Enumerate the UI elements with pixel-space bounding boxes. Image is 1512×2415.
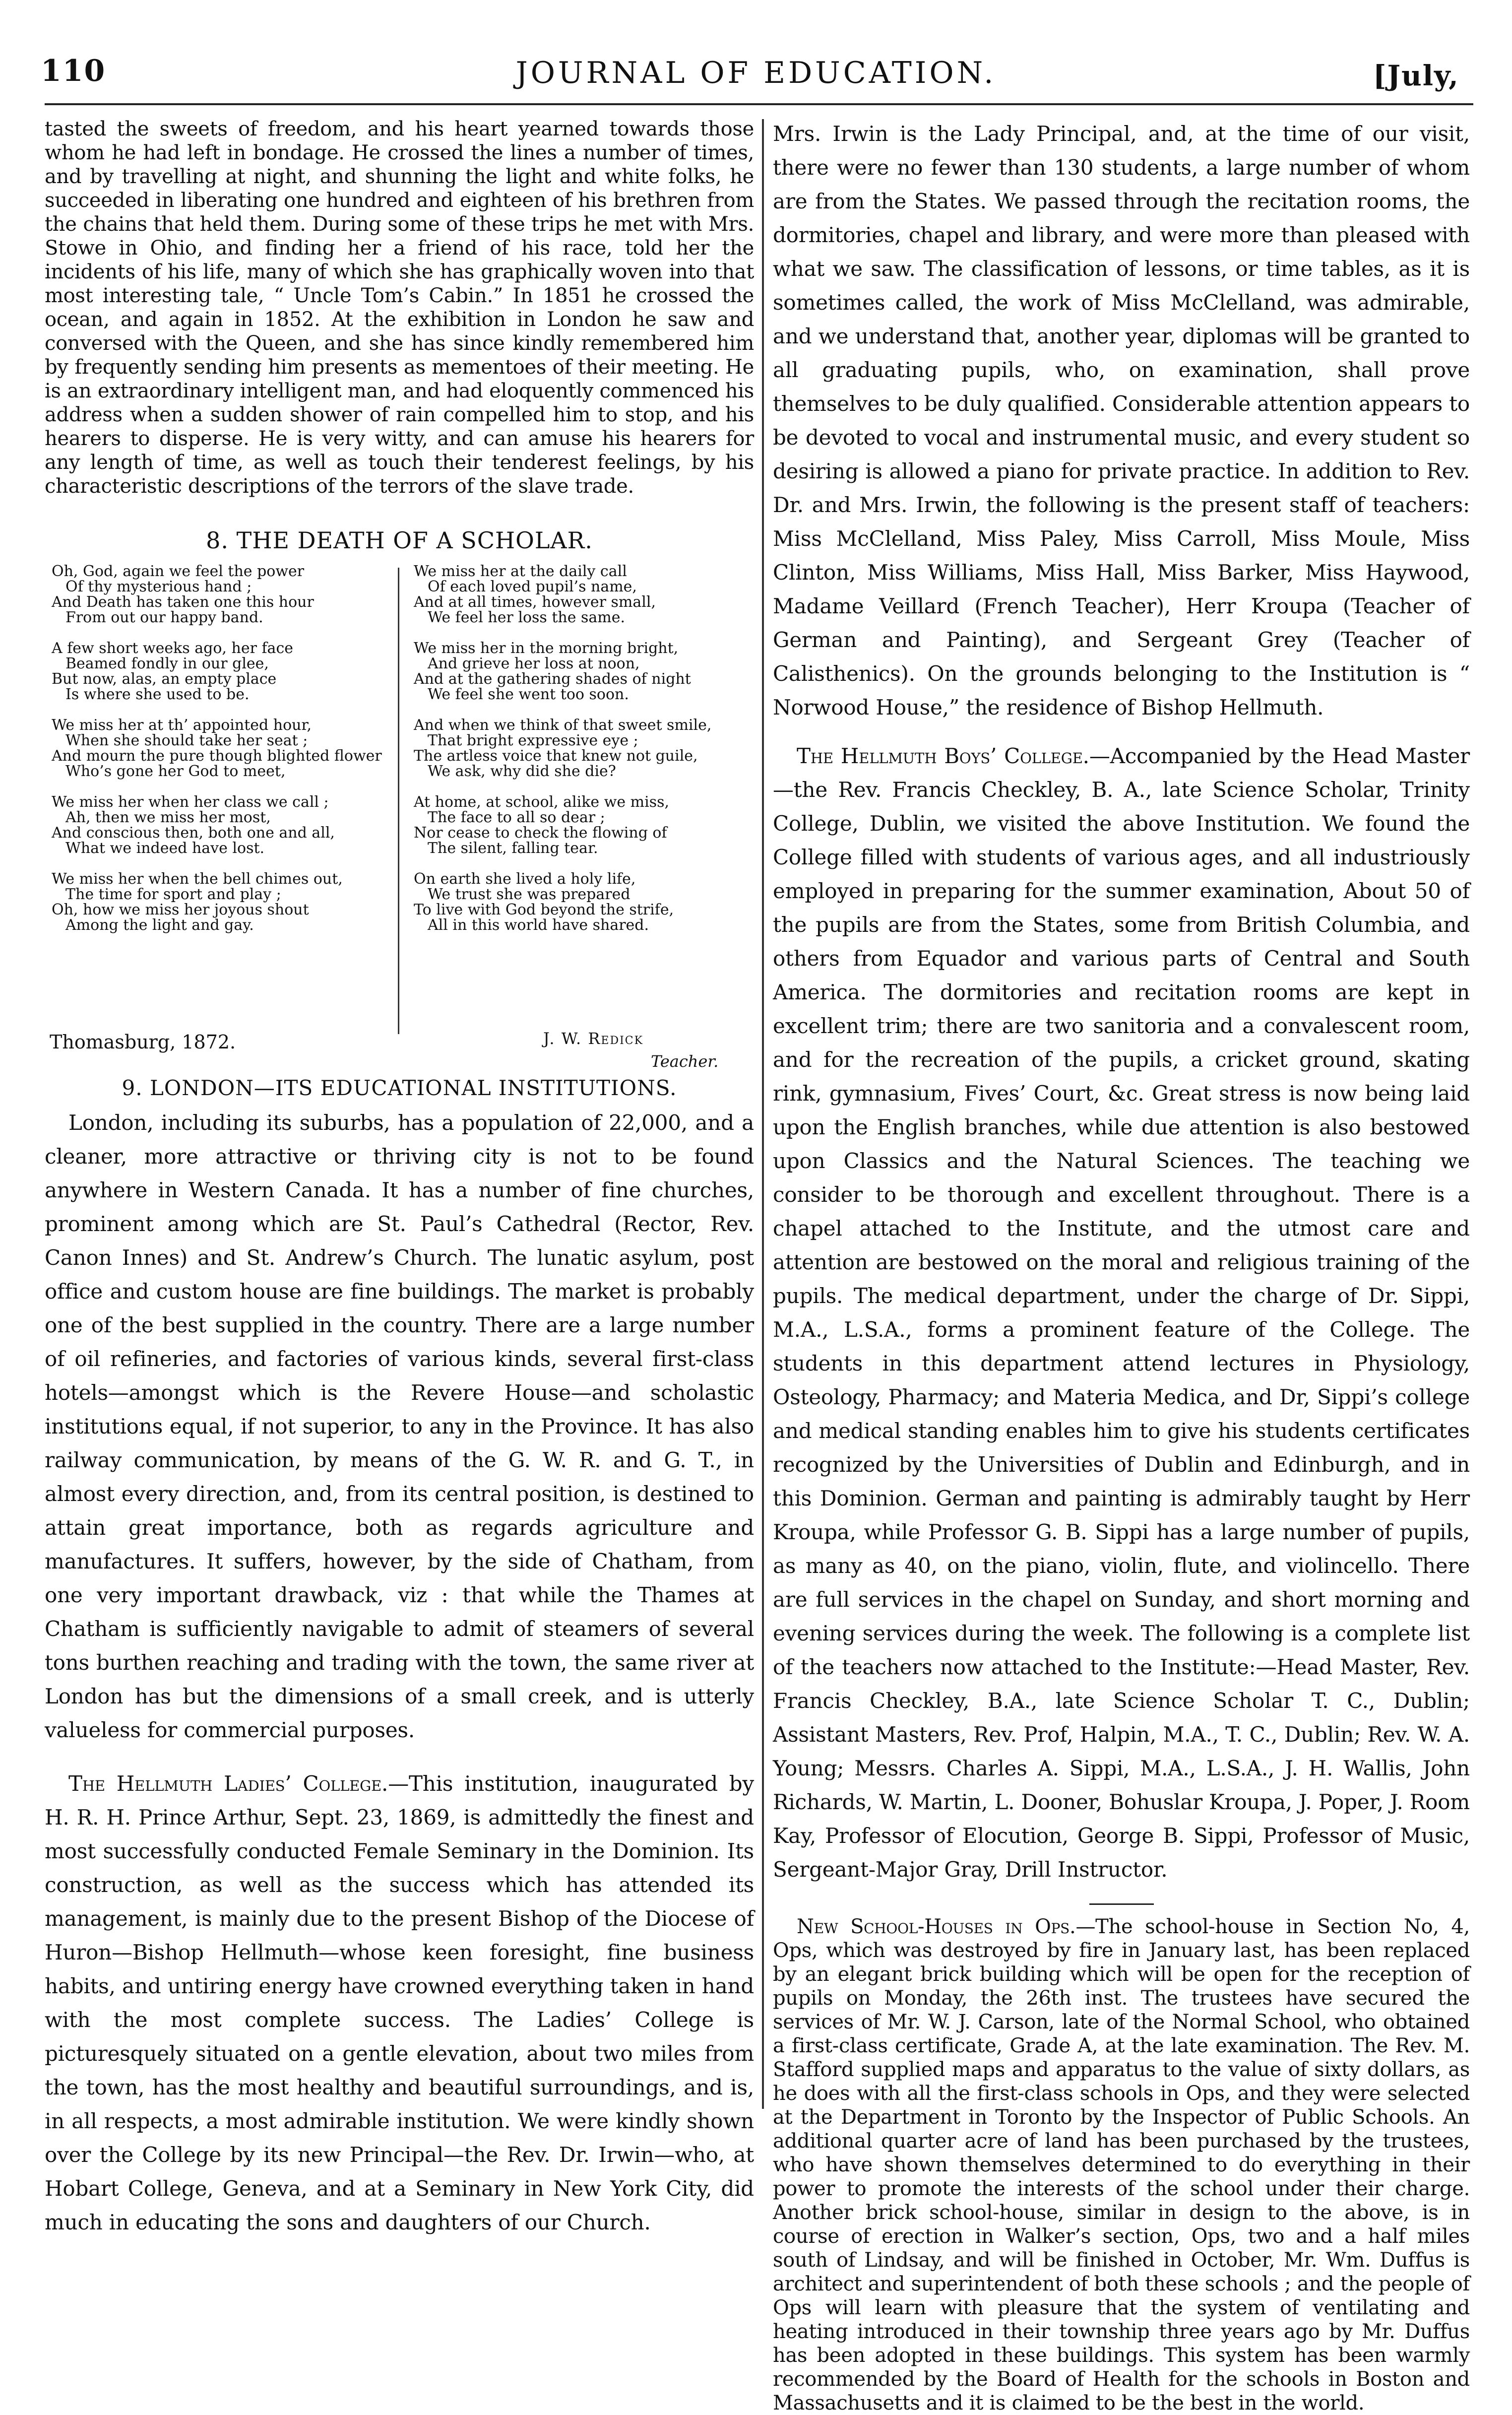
poem-line: And when we think of that sweet smile, (414, 717, 712, 734)
poem-line: We miss her when her class we call ; (52, 793, 329, 811)
poem-stanza (52, 564, 389, 625)
poem-stanza (52, 871, 389, 933)
poem-line: We miss her when the bell chimes out, (52, 870, 343, 888)
poem-line: At home, at school, alike we miss, (414, 793, 670, 811)
poem-stanza (52, 641, 389, 702)
poem-stanza (52, 794, 389, 856)
london-paragraph: London, including its suburbs, has a population of 22,000, and a cleaner, more attractive or thriving city is not to be found anywhere in Western Canada. It has a number of fine churches, prominent among which are St. Paul’s Cathedral (Rector, Rev. Canon Innes) and St. Andrew’s Church. The lunatic asylum, post office and custom house are fine buildings. The market is probably one of the best supplied in the country. There are a large number of oil refineries, and factories of various kinds, several first-class hotels—amongst which is the Revere House—and scholastic institutions equal, if not superior, to any in the Province. It has also railway communication, by means of the G. W. R. and G. T., in almost every direction, and, from its central position, is destined to attain great importance, both as regards agriculture and manufactures. It suffers, however, by the side of Chatham, from one very important drawback, viz : that while the Thames at Chatham is sufficiently navigable to admit of steamers of several tons burthen reaching and trading with the town, the same river at London has but the dimensions of a small creek, and is utterly valueless for commercial purposes. (45, 1110, 754, 1742)
poem-line: Is where she used to be. (65, 686, 250, 703)
column-separator (762, 119, 764, 2109)
poem-line: On earth she lived a holy life, (414, 870, 636, 888)
poem-line: We feel her loss the same. (428, 609, 626, 626)
schoolhouses-text: —The school-house in Section No, 4, Ops, which was destroyed by fire in January last, has been replaced by an elegant brick building which will be open for the reception of pupils on Monday, the 26th inst. The trustees have secured the services of Mr. W. J. Carson, late of the Normal School, who obtained a first-class certificate, Grade A, at the late examination. The Rev. M. Stafford supplied maps and apparatus to the value of sixty dollars, as he does with all the first-class schools in Ops, and they were selected at the Department in Toronto by the Inspector of Public Schools. An additional quarter acre of land has been purchased by the trustees, who have shown themselves determined to do everything in their power to promote the interests of the school under their charge. Another brick school-house, similar in design to the above, is in course of erection in Walker’s section, Ops, two and a half miles south of Lindsay, and will be finished in October, Mr. Wm. Duffus is architect and superintendent of both these schools ; and the people of Ops will learn with pleasure that the system of ventilating and heating introduced in their township three years ago by Mr. Duffus has been adopted in these buildings. This system has been warmly recommended by the Board of Health for the schools in Boston and Massachusetts and it is claimed to be the best in the world. (773, 1915, 1470, 2415)
poem-line: Beamed fondly in our glee, (65, 655, 269, 672)
page-number: 110 (41, 54, 106, 88)
poem-stanza (414, 564, 751, 625)
poem-line: Ah, then we miss her most, (65, 809, 271, 826)
poem-line: And conscious then, both one and all, (52, 824, 335, 842)
ladies-college-lead: The Hellmuth Ladies’ College. (68, 1771, 388, 1796)
ladies-college-text: —This institution, inaugurated by H. R. H. Prince Arthur, Sept. 23, 1869, is admittedly the finest and most successfully conducted Female Seminary in the Dominion. Its construction, as well as the success which has attended its management, is mainly due to the present Bishop of the Diocese of Huron—Bishop Hellmuth—whose keen foresight, fine business habits, and untiring energy have crowned everything taken in hand with the most complete success. The Ladies’ College is picturesquely situated on a gentle elevation, about two miles from the town, has the most healthy and beautiful surroundings, and is, in all respects, a most admirable institution. We were kindly shown over the College by its new Principal—the Rev. Dr. Irwin—who, at Hobart College, Geneva, and at a Seminary in New York City, did much in educating the sons and daughters of our Church. (45, 1771, 754, 2234)
poem-line: A few short weeks ago, her face (52, 640, 294, 657)
poem-stanza (414, 871, 751, 933)
left-column (45, 117, 754, 2239)
poem-line: Oh, how we miss her joyous shout (52, 901, 309, 918)
poem-place-date: Thomasburg, 1872. (50, 1031, 236, 1053)
poem-line: And grieve her loss at noon, (428, 655, 640, 672)
poem-line: To live with God beyond the strife, (414, 901, 674, 918)
poem-line: And at all times, however small, (414, 593, 656, 611)
poem-line: And Death has taken one this hour (52, 593, 314, 611)
poem-line: We feel she went too soon. (428, 686, 629, 703)
journal-title: JOURNAL OF EDUCATION. (515, 56, 997, 90)
poem (45, 564, 754, 1070)
boys-college-paragraph (773, 739, 1470, 1887)
poem-stanza (414, 641, 751, 702)
poem-line: But now, alas, an empty place (52, 670, 277, 688)
poem-line: Nor cease to check the flowing of (414, 824, 667, 842)
poem-line: We miss her at the daily call (414, 563, 627, 580)
poem-stanza (52, 718, 389, 779)
poem-line: Who’s gone her God to meet, (65, 763, 286, 780)
poem-right-column (414, 564, 751, 948)
poem-line: The artless voice that knew not guile, (414, 747, 698, 765)
poem-line: And at the gathering shades of night (414, 670, 691, 688)
tubman-paragraph: tasted the sweets of freedom, and his heart yearned towards those whom he had left in bondage. He crossed the lines a number of times, and by travelling at night, and shunning the light and white folks, he succeeded in liberating one hundred and eighteen of his brethren from the chains that held them. During some of these trips he met with Mrs. Stowe in Ohio, and finding her a friend of his race, told her the incidents of his life, many of which she has graphically woven into that most interesting tale, “ Uncle Tom’s Cabin.” In 1851 he crossed the ocean, and again in 1852. At the exhibition in London he saw and conversed with the Queen, and she has since kindly remembered him by frequently sending him presents as mementoes of their meeting. He is an extraordinary intelligent man, and had eloquently commenced his address when a sudden shower of rain compelled him to stop, and his hearers to disperse. He is very witty, and can amuse his hearers for any length of time, as well as touch their tenderest feelings, by his characteristic descriptions of the terrors of the slave trade. (45, 118, 754, 498)
poem-line: From out our happy band. (65, 609, 263, 626)
boys-college-lead: The Hellmuth Boys’ College. (797, 744, 1089, 768)
boys-college-text: —Accompanied by the Head Master —the Rev. Francis Checkley, B. A., late Science Scholar, Trinity College, Dublin, we visited the above Institution. We found the College filled with students of various ages, and all industriously employed in preparing for the summer examination, About 50 of the pupils are from the States, some from British Columbia, and others from Equador and various parts of Central and South America. The dormitories and recitation rooms are kept in excellent trim; there are two sanitoria and a convalescent room, and for the recreation of the pupils, a cricket ground, skating rink, gymnasium, Fives’ Court, &c. Great stress is now being laid upon the English branches, while due attention is also bestowed upon Classics and the Natural Sciences. The teaching we consider to be thorough and excellent throughout. There is a chapel attached to the Institute, and the utmost care and attention are bestowed on the moral and religious training of the pupils. The medical department, under the charge of Dr. Sippi, M.A., L.S.A., forms a prominent feature of the College. The students in this department attend lectures in Physiology, Osteology, Pharmacy; and Materia Medica, and Dr, Sippi’s college and medical standing enables him to give his students certificates recognized by the Universities of Dublin and Edinburgh, and in this Dominion. German and painting is admirably taught by Herr Kroupa, while Professor G. B. Sippi has a large number of pupils, as many as 40, on the piano, violin, flute, and violincello. There are full services in the chapel on Sunday, and short morning and evening services during the week. The following is a complete list of the teachers now attached to the Institute:—Head Master, Rev. Francis Checkley, B.A., late Science Scholar T. C., Dublin; Assistant Masters, Rev. Prof, Halpin, M.A., T. C., Dublin; Rev. W. A. Young; Messrs. Charles A. Sippi, M.A., L.S.A., J. H. Wallis, John Richards, W. Martin, L. Dooner, Bohuslar Kroupa, J. Poper, J. Room Kay, Professor of Elocution, George B. Sippi, Professor of Music, Sergeant-Major Gray, Drill Instructor. (773, 744, 1470, 1882)
ladies-college-paragraph (45, 1767, 754, 2239)
poem-line: We miss her in the morning bright, (414, 640, 679, 657)
poem-line: Among the light and gay. (65, 916, 254, 934)
right-column (773, 117, 1470, 2415)
poem-divider (398, 568, 399, 1034)
poem-line: We ask, why did she die? (428, 763, 616, 780)
section-rule (1089, 1903, 1154, 1905)
poem-author-role: Teacher. (651, 1052, 719, 1071)
header-rule (45, 103, 1473, 105)
schoolhouses-paragraph (773, 1915, 1470, 2415)
issue-month: [July, (1373, 60, 1459, 92)
poem-line: What we indeed have lost. (65, 840, 265, 857)
poem-stanza (414, 794, 751, 856)
poem-line: When she should take her seat ; (65, 732, 308, 749)
poem-line: We trust she was prepared (428, 886, 630, 903)
schoolhouses-lead: New School-Houses in Ops. (797, 1915, 1076, 1938)
poem-line: All in this world have shared. (428, 916, 649, 934)
poem-line: The face to all so dear ; (428, 809, 605, 826)
irwin-paragraph: Mrs. Irwin is the Lady Principal, and, at the time of our visit, there were no fewer than 130 students, a large number of whom are from the States. We passed through the recitation rooms, the dormitories, chapel and library, and were more than pleased with what we saw. The classification of lessons, or time tables, as it is sometimes called, the work of Miss McClelland, was admirable, and we understand that, another year, diplomas will be granted to all graduating pupils, who, on examination, shall prove themselves to be duly qualified. Considerable attention appears to be devoted to vocal and instrumental music, and every student so desiring is allowed a piano for private practice. In addition to Rev. Dr. and Mrs. Irwin, the following is the present staff of teachers: Miss McClelland, Miss Paley, Miss Carroll, Miss Moule, Miss Clinton, Miss Williams, Miss Hall, Miss Barker, Miss Haywood, Madame Veillard (French Teacher), Herr Kroupa (Teacher of German and Painting), and Sergeant Grey (Teacher of Calisthenics). On the grounds belonging to the Institution is “ Norwood House,” the residence of Bishop Hellmuth. (773, 122, 1470, 719)
poem-line: That bright expressive eye ; (428, 732, 638, 749)
poem-heading: 8. THE DEATH OF A SCHOLAR. (206, 527, 593, 554)
poem-line: Oh, God, again we feel the power (52, 563, 305, 580)
poem-line: And mourn the pure though blighted flower (52, 747, 382, 765)
poem-author: J. W. Redick (543, 1029, 644, 1048)
poem-line: We miss her at th’ appointed hour, (52, 717, 312, 734)
section-9-heading: 9. LONDON—ITS EDUCATIONAL INSTITUTIONS. (122, 1076, 677, 1100)
poem-line: The silent, falling tear. (428, 840, 598, 857)
poem-line: Of thy mysterious hand ; (65, 578, 252, 595)
poem-line: The time for sport and play ; (65, 886, 281, 903)
poem-stanza (414, 718, 751, 779)
poem-left-column (52, 564, 389, 948)
poem-line: Of each loved pupil’s name, (428, 578, 637, 595)
